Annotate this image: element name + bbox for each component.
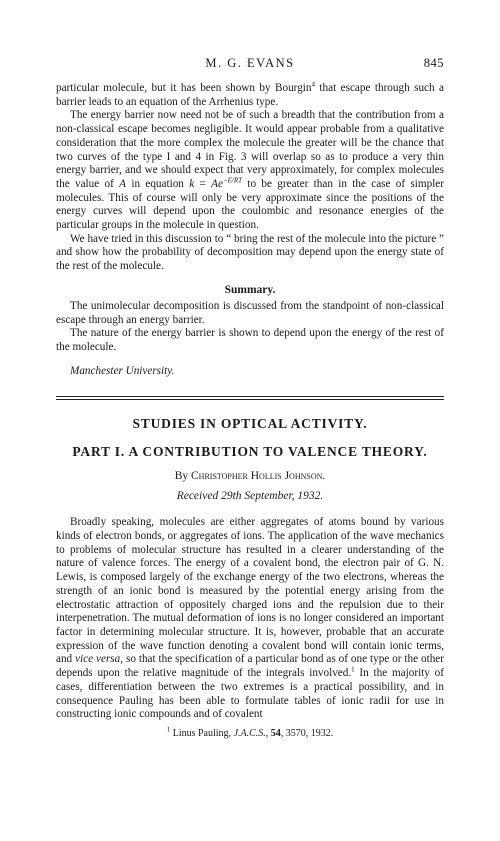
- journal-volume: 54: [270, 727, 281, 739]
- equation-equals: =: [194, 177, 212, 190]
- equation-Ae: Ae: [211, 177, 223, 190]
- divider-thick: [56, 399, 444, 400]
- section-divider: [56, 396, 444, 400]
- paragraph-continued: [56, 82, 444, 109]
- byline: [56, 470, 444, 482]
- equation-exponent: −E/RT: [222, 176, 243, 185]
- text-run: in equation: [126, 177, 190, 190]
- text-run: to be greater than in the case of simpler molecules. This of course will only be very approximate since the positions of the energy curves will depend upon the coulombic and resonance energies of the particular groups in the molecule in question.: [56, 177, 444, 232]
- footnote-ref: 1: [351, 665, 355, 674]
- italic-phrase: vice versa: [75, 653, 121, 666]
- summary-paragraph-2: The nature of the energy barrier is shown to depend upon the energy of the rest of the molecule.: [56, 327, 444, 353]
- affiliation: Manchester University.: [70, 364, 175, 377]
- footnote-text: ,: [265, 727, 271, 739]
- author-name: Christopher Hollis Johnson.: [191, 470, 326, 483]
- text-run: , so that the specification of a particular bond as of one type or the other depends upon the relative magnitude of the integrals involved.: [56, 653, 444, 680]
- byline-by: By: [174, 470, 191, 483]
- article-title: STUDIES IN OPTICAL ACTIVITY.: [132, 416, 368, 432]
- text-run: particular molecule, but it has been shown by Bourgin: [56, 82, 312, 94]
- article-subtitle: PART I. A CONTRIBUTION TO VALENCE THEORY.: [72, 444, 428, 460]
- divider-thin: [56, 396, 444, 397]
- article-paragraph: [56, 516, 444, 722]
- journal-name: J.A.C.S.: [233, 727, 266, 739]
- footnote-text: Linus Pauling,: [170, 727, 234, 739]
- page-number: 845: [423, 56, 444, 70]
- footnote-marker: 1: [166, 725, 171, 734]
- running-title: M. G. EVANS: [205, 56, 295, 70]
- paragraph-discussion: We have tried in this discussion to “ bring the rest of the molecule into the picture ” and show how the probability of decomposition may depend upon the energy state of the rest of the molecule.: [56, 232, 444, 273]
- text-run: The energy barrier now need not be of such a breadth that the contribution from a non-classical escape becomes negligible. It would appear probable from a qualitative consideration that the more complex the molecule the greater will be the chance that two curves of the type I and 4 in Fig. 3 will overlap so as to produce a very thin energy barrier, and we should expect that very approximately, for complex molecules the value of: [56, 109, 444, 190]
- text-run: In the majority of cases, differentiation between the two extremes is a practical possibility, and in consequence Pauling has been able to formulate tables of ionic radii for use in constructing ionic compounds and of covalent: [56, 667, 444, 721]
- summary-paragraph-1: The unimolecular decomposition is discussed from the standpoint of non-classical escape through an energy barrier.: [56, 299, 444, 326]
- equation-k: k: [189, 177, 195, 190]
- received-date: Received 29th September, 1932.: [176, 490, 324, 503]
- summary-heading: Summary.: [224, 283, 276, 296]
- footnote-text: , 3570, 1932.: [280, 727, 334, 739]
- text-run: Broadly speaking, molecules are either aggregates of atoms bound by various kinds of electron bonds, or aggregates of ions. The application of the wave mechanics to problems of molecular structure has resulted in a clearer understanding of the nature of valence forces. The energy of a covalent bond, the electron pair of G. N. Lewis, is composed largely of the exchange energy of the two electrons, whereas the strength of an ionic bond is measured by the potential energy arising from the electrostatic attraction of oppositely charged ions and the repulsion due to their interpenetration. The mutual deformation of ions is no longer considered an important factor in determining molecular structure. It is, however, probable that an accurate expression of the wave function denoting a covalent bond will contain ionic terms, and: [56, 516, 444, 666]
- running-head: [56, 56, 444, 72]
- footnote-ref: 4: [311, 80, 315, 89]
- footnote: [56, 725, 444, 739]
- page: [56, 56, 444, 739]
- symbol-A: A: [119, 177, 127, 190]
- paragraph-energy-barrier: [56, 109, 444, 232]
- text-run: that escape through such a barrier leads to an equation of the Arrhenius type.: [56, 82, 444, 108]
